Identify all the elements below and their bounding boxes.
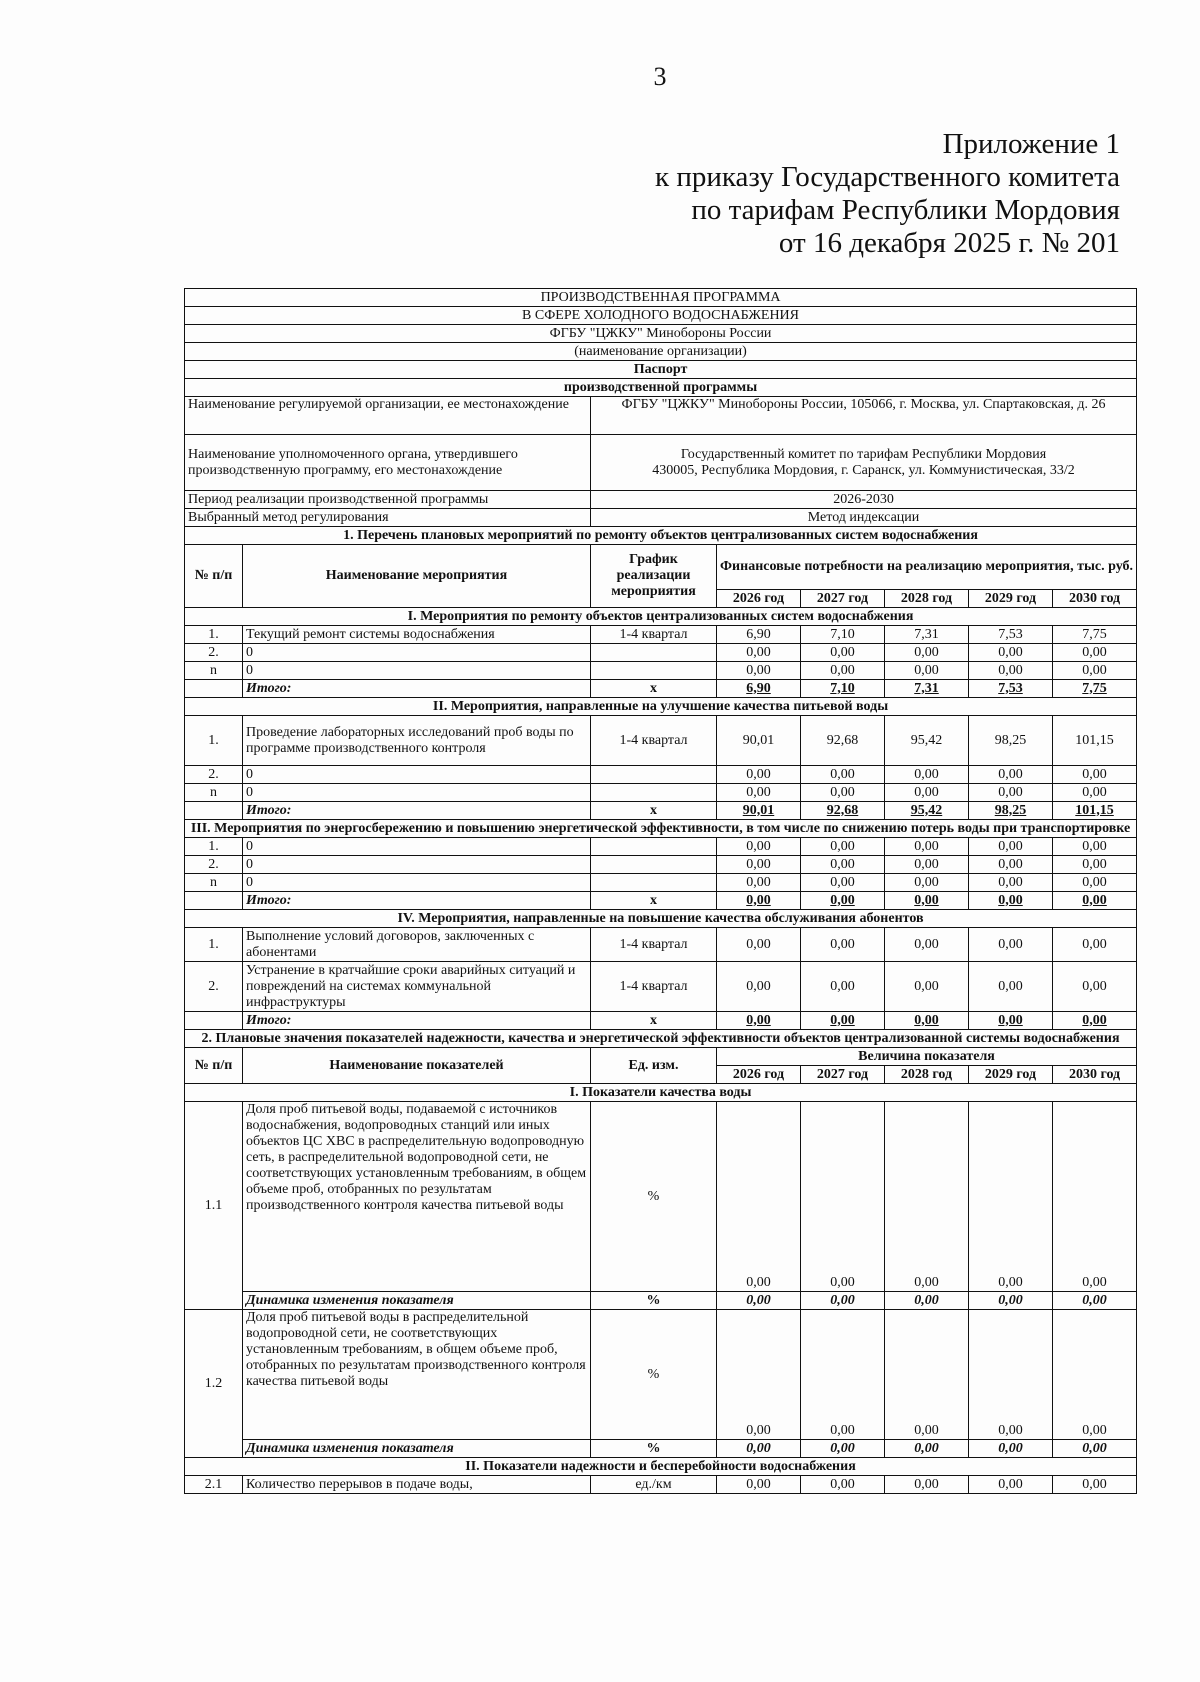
year-header: 2028 год <box>885 590 969 608</box>
passport-subtitle: производственной программы <box>185 379 1137 397</box>
appendix-line: Приложение 1 <box>942 128 1120 160</box>
year-header: 2028 год <box>885 1066 969 1084</box>
total-value: 101,15 <box>1053 802 1137 820</box>
total-value: 7,31 <box>885 680 969 698</box>
dynamics-value: 0,00 <box>717 1292 801 1310</box>
total-x: x <box>591 680 717 698</box>
row-value: 0,00 <box>1053 928 1137 962</box>
program-subtitle: В СФЕРЕ ХОЛОДНОГО ВОДОСНАБЖЕНИЯ <box>185 307 1137 325</box>
year-header: 2030 год <box>1053 590 1137 608</box>
row-number: 1. <box>185 928 243 962</box>
total-value: 0,00 <box>885 1012 969 1030</box>
dynamics-value: 0,00 <box>1053 1440 1137 1458</box>
dynamics-value: 0,00 <box>969 1292 1053 1310</box>
appendix-line: к приказу Государственного комитета <box>654 161 1120 193</box>
row-number: 2. <box>185 962 243 1012</box>
block-title: II. Мероприятия, направленные на улучшение качества питьевой воды <box>185 698 1137 716</box>
row-value: 0,00 <box>1053 766 1137 784</box>
row-value: 0,00 <box>969 874 1053 892</box>
table-row <box>185 784 1137 802</box>
total-label: Итого: <box>243 680 591 698</box>
row-value: 0,00 <box>885 838 969 856</box>
total-spacer <box>185 892 243 910</box>
row-value: 0,00 <box>717 928 801 962</box>
block-title-row <box>185 698 1137 716</box>
row-number: 2. <box>185 644 243 662</box>
total-x: x <box>591 802 717 820</box>
total-value: 0,00 <box>1053 1012 1137 1030</box>
row-value: 0,00 <box>717 838 801 856</box>
authority-address: 430005, Республика Мордовия, г. Саранск, ул. Коммунистическая, 33/2 <box>652 462 1075 478</box>
row-value: 0,00 <box>1053 784 1137 802</box>
program-title: ПРОИЗВОДСТВЕННАЯ ПРОГРАММА <box>185 289 1137 307</box>
indicator-unit: ед./км <box>591 1476 717 1494</box>
table-row <box>185 662 1137 680</box>
row-value: 6,90 <box>717 626 801 644</box>
row-value: 0,00 <box>1053 838 1137 856</box>
row-number: 2. <box>185 766 243 784</box>
indicator-unit: % <box>591 1310 717 1440</box>
total-value: 0,00 <box>717 892 801 910</box>
dynamics-row <box>185 1292 1137 1310</box>
row-schedule <box>591 766 717 784</box>
row-number: 2. <box>185 856 243 874</box>
row-schedule: 1-4 квартал <box>591 928 717 962</box>
row-value: 0,00 <box>801 784 885 802</box>
period-label: Период реализации производственной программы <box>185 491 591 509</box>
table-row <box>185 874 1137 892</box>
row-value: 0,00 <box>1053 856 1137 874</box>
dynamics-row <box>185 1440 1137 1458</box>
org-value: ФГБУ "ЦЖКУ" Минобороны России, 105066, г. Москва, ул. Спартаковская, д. 26 <box>591 397 1137 435</box>
indicator-row <box>185 1476 1137 1494</box>
row-value: 0,00 <box>885 784 969 802</box>
block-title-row <box>185 910 1137 928</box>
row-value: 7,75 <box>1053 626 1137 644</box>
indicator-value: 0,00 <box>1053 1102 1137 1292</box>
row-name: 0 <box>243 784 591 802</box>
row-value: 0,00 <box>801 766 885 784</box>
row-value: 7,53 <box>969 626 1053 644</box>
row-value: 0,00 <box>885 766 969 784</box>
page-number: 3 <box>653 62 667 91</box>
block-title: I. Показатели качества воды <box>185 1084 1137 1102</box>
row-schedule <box>591 838 717 856</box>
row-value: 0,00 <box>885 662 969 680</box>
row-value: 0,00 <box>969 766 1053 784</box>
row-value: 95,42 <box>885 716 969 766</box>
dynamics-label: Динамика изменения показателя <box>243 1292 591 1310</box>
total-value: 95,42 <box>885 802 969 820</box>
indicator-number: 2.1 <box>185 1476 243 1494</box>
row-value: 0,00 <box>1053 662 1137 680</box>
row-number: n <box>185 784 243 802</box>
table-row <box>185 856 1137 874</box>
row-value: 0,00 <box>801 662 885 680</box>
appendix-line: по тарифам Республики Мордовия <box>691 194 1120 226</box>
total-value: 90,01 <box>717 802 801 820</box>
total-row <box>185 680 1137 698</box>
block-title-row <box>185 1458 1137 1476</box>
dynamics-unit: % <box>591 1440 717 1458</box>
row-name: 0 <box>243 838 591 856</box>
row-value: 98,25 <box>969 716 1053 766</box>
table-row <box>185 962 1137 1012</box>
row-value: 0,00 <box>969 662 1053 680</box>
section-2-title-row <box>185 1030 1137 1048</box>
indicator-value: 0,00 <box>717 1102 801 1292</box>
total-spacer <box>185 680 243 698</box>
total-value: 0,00 <box>969 1012 1053 1030</box>
row-name: Проведение лабораторных исследований проб воды по программе производственного контроля <box>243 716 591 766</box>
authority-label: Наименование уполномоченного органа, утвердившего производственную программу, его местонахождение <box>185 435 591 491</box>
table-row <box>185 928 1137 962</box>
row-name: 0 <box>243 874 591 892</box>
row-schedule <box>591 644 717 662</box>
indicator-row <box>185 1310 1137 1440</box>
table-row <box>185 644 1137 662</box>
organization-caption: (наименование организации) <box>185 343 1137 361</box>
row-value: 0,00 <box>801 928 885 962</box>
method-label: Выбранный метод регулирования <box>185 509 591 527</box>
row-schedule: 1-4 квартал <box>591 716 717 766</box>
block-title: I. Мероприятия по ремонту объектов централизованных систем водоснабжения <box>185 608 1137 626</box>
block-title-row <box>185 608 1137 626</box>
row-name: 0 <box>243 766 591 784</box>
appendix-heading <box>655 128 1120 260</box>
row-name: 0 <box>243 662 591 680</box>
indicator-name: Количество перерывов в подаче воды, <box>243 1476 591 1494</box>
indicator-value: 0,00 <box>969 1310 1053 1440</box>
row-schedule <box>591 784 717 802</box>
total-x: x <box>591 892 717 910</box>
col-header-indicator: Наименование показателей <box>243 1048 591 1084</box>
row-value: 0,00 <box>885 856 969 874</box>
dynamics-value: 0,00 <box>801 1440 885 1458</box>
authority-name: Государственный комитет по тарифам Республики Мордовия <box>680 446 1047 462</box>
year-header: 2030 год <box>1053 1066 1137 1084</box>
dynamics-value: 0,00 <box>885 1292 969 1310</box>
row-value: 0,00 <box>717 962 801 1012</box>
table-body <box>185 289 1137 1494</box>
row-schedule: 1-4 квартал <box>591 962 717 1012</box>
indicator-value: 0,00 <box>969 1102 1053 1292</box>
row-value: 0,00 <box>885 928 969 962</box>
total-value: 0,00 <box>801 1012 885 1030</box>
dynamics-value: 0,00 <box>801 1292 885 1310</box>
block-title: II. Показатели надежности и бесперебойности водоснабжения <box>185 1458 1137 1476</box>
row-value: 0,00 <box>969 784 1053 802</box>
total-value: 6,90 <box>717 680 801 698</box>
section-1-title: 1. Перечень плановых мероприятий по ремонту объектов централизованных систем водоснабжения <box>185 527 1137 545</box>
org-label: Наименование регулируемой организации, ее местонахождение <box>185 397 591 435</box>
row-value: 92,68 <box>801 716 885 766</box>
s2-header-row <box>185 1048 1137 1066</box>
indicator-row <box>185 1102 1137 1292</box>
total-row <box>185 892 1137 910</box>
row-value: 0,00 <box>717 662 801 680</box>
year-header: 2026 год <box>717 590 801 608</box>
indicator-value: 0,00 <box>885 1102 969 1292</box>
row-name: Устранение в кратчайшие сроки аварийных ситуаций и повреждений на системах коммунальной инфраструктуры <box>243 962 591 1012</box>
organization-name: ФГБУ "ЦЖКУ" Минобороны России <box>185 325 1137 343</box>
row-value: 0,00 <box>1053 644 1137 662</box>
row-value: 0,00 <box>1053 962 1137 1012</box>
indicator-value: 0,00 <box>1053 1476 1137 1494</box>
total-label: Итого: <box>243 1012 591 1030</box>
row-value: 0,00 <box>969 838 1053 856</box>
indicator-value: 0,00 <box>969 1476 1053 1494</box>
row-value: 0,00 <box>885 962 969 1012</box>
indicator-value: 0,00 <box>885 1476 969 1494</box>
row-number: n <box>185 662 243 680</box>
dynamics-value: 0,00 <box>885 1440 969 1458</box>
col-header-num: № п/п <box>185 545 243 608</box>
indicator-value: 0,00 <box>1053 1310 1137 1440</box>
total-value: 0,00 <box>969 892 1053 910</box>
col-header-schedule: График реализации мероприятия <box>591 545 717 608</box>
year-header: 2027 год <box>801 590 885 608</box>
row-value: 90,01 <box>717 716 801 766</box>
section-2-title: 2. Плановые значения показателей надежности, качества и энергетической эффективности объектов централизованной системы водоснабжения <box>185 1030 1137 1048</box>
production-program-table <box>184 288 1137 1494</box>
col-header-finance: Финансовые потребности на реализацию мероприятия, тыс. руб. <box>717 545 1137 590</box>
row-name: Текущий ремонт системы водоснабжения <box>243 626 591 644</box>
row-value: 0,00 <box>801 838 885 856</box>
total-value: 92,68 <box>801 802 885 820</box>
period-value: 2026-2030 <box>591 491 1137 509</box>
row-schedule <box>591 662 717 680</box>
row-value: 0,00 <box>801 856 885 874</box>
row-name: Выполнение условий договоров, заключенных с абонентами <box>243 928 591 962</box>
indicator-value: 0,00 <box>801 1310 885 1440</box>
row-value: 0,00 <box>969 856 1053 874</box>
table-row <box>185 766 1137 784</box>
year-header: 2029 год <box>969 1066 1053 1084</box>
row-value: 0,00 <box>801 962 885 1012</box>
row-value: 0,00 <box>1053 874 1137 892</box>
year-header: 2029 год <box>969 590 1053 608</box>
dynamics-value: 0,00 <box>717 1440 801 1458</box>
indicator-value: 0,00 <box>717 1310 801 1440</box>
authority-value <box>591 435 1137 491</box>
total-x: x <box>591 1012 717 1030</box>
row-schedule <box>591 856 717 874</box>
year-header: 2027 год <box>801 1066 885 1084</box>
row-schedule: 1-4 квартал <box>591 626 717 644</box>
passport-title: Паспорт <box>185 361 1137 379</box>
indicator-number: 1.2 <box>185 1310 243 1458</box>
table-row <box>185 626 1137 644</box>
block-title: III. Мероприятия по энергосбережению и повышению энергетической эффективности, в том числе по снижению потерь воды при транспортировке <box>185 820 1137 838</box>
row-value: 101,15 <box>1053 716 1137 766</box>
table-row <box>185 716 1137 766</box>
total-value: 0,00 <box>801 892 885 910</box>
row-schedule <box>591 874 717 892</box>
row-number: n <box>185 874 243 892</box>
row-value: 0,00 <box>717 784 801 802</box>
row-value: 0,00 <box>969 962 1053 1012</box>
block-title-row <box>185 820 1137 838</box>
dynamics-value: 0,00 <box>969 1440 1053 1458</box>
method-value: Метод индексации <box>591 509 1137 527</box>
row-value: 7,31 <box>885 626 969 644</box>
indicator-value: 0,00 <box>801 1102 885 1292</box>
row-name: 0 <box>243 644 591 662</box>
year-header: 2026 год <box>717 1066 801 1084</box>
total-value: 7,75 <box>1053 680 1137 698</box>
total-value: 0,00 <box>1053 892 1137 910</box>
total-label: Итого: <box>243 802 591 820</box>
row-value: 7,10 <box>801 626 885 644</box>
row-value: 0,00 <box>885 644 969 662</box>
indicator-value: 0,00 <box>801 1476 885 1494</box>
total-row <box>185 802 1137 820</box>
indicator-name: Доля проб питьевой воды в распределительной водопроводной сети, не соответствующих установленным требованиям, в общем объеме проб, отобранных по результатам производственного контроля качества питьевой воды <box>243 1310 591 1440</box>
total-row <box>185 1012 1137 1030</box>
dynamics-value: 0,00 <box>1053 1292 1137 1310</box>
row-value: 0,00 <box>801 644 885 662</box>
appendix-line: от 16 декабря 2025 г. № 201 <box>778 227 1120 259</box>
total-value: 0,00 <box>885 892 969 910</box>
table-row <box>185 838 1137 856</box>
row-value: 0,00 <box>717 766 801 784</box>
col-header-value: Величина показателя <box>717 1048 1137 1066</box>
row-value: 0,00 <box>717 874 801 892</box>
total-value: 0,00 <box>717 1012 801 1030</box>
row-value: 0,00 <box>717 856 801 874</box>
block-title-row <box>185 1084 1137 1102</box>
total-value: 7,53 <box>969 680 1053 698</box>
col-header-unit: Ед. изм. <box>591 1048 717 1084</box>
block-title: IV. Мероприятия, направленные на повышение качества обслуживания абонентов <box>185 910 1137 928</box>
dynamics-label: Динамика изменения показателя <box>243 1440 591 1458</box>
total-spacer <box>185 1012 243 1030</box>
col-header-name: Наименование мероприятия <box>243 545 591 608</box>
total-value: 98,25 <box>969 802 1053 820</box>
indicator-name: Доля проб питьевой воды, подаваемой с источников водоснабжения, водопроводных станций или иных объектов ЦС ХВС в распределительную водопроводную сеть, в распределительной водопроводной сети, не соответствующих установленным требованиям, в общем объеме проб, отобранных по результатам производственного контроля качества питьевой воды <box>243 1102 591 1292</box>
row-number: 1. <box>185 716 243 766</box>
total-spacer <box>185 802 243 820</box>
row-value: 0,00 <box>801 874 885 892</box>
row-value: 0,00 <box>969 644 1053 662</box>
total-label: Итого: <box>243 892 591 910</box>
row-name: 0 <box>243 856 591 874</box>
indicator-number: 1.1 <box>185 1102 243 1310</box>
indicator-value: 0,00 <box>717 1476 801 1494</box>
row-number: 1. <box>185 838 243 856</box>
indicator-value: 0,00 <box>885 1310 969 1440</box>
row-value: 0,00 <box>969 928 1053 962</box>
row-value: 0,00 <box>885 874 969 892</box>
total-value: 7,10 <box>801 680 885 698</box>
dynamics-unit: % <box>591 1292 717 1310</box>
row-number: 1. <box>185 626 243 644</box>
row-value: 0,00 <box>717 644 801 662</box>
indicator-unit: % <box>591 1102 717 1292</box>
col-header-num: № п/п <box>185 1048 243 1084</box>
